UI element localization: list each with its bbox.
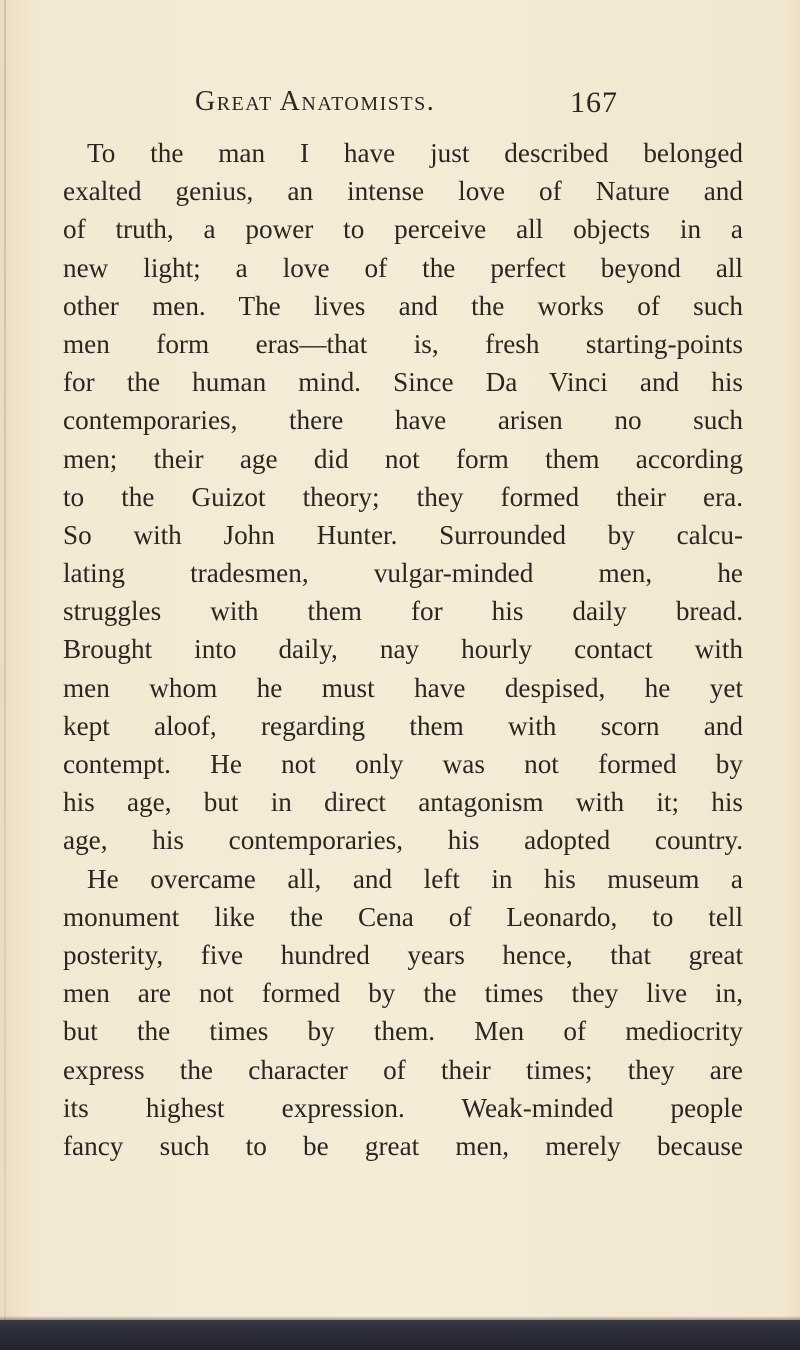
running-header [195, 86, 618, 122]
text-line: men; their age did not form them according [63, 443, 743, 474]
page-gutter-shadow [4, 0, 6, 1320]
text-line: for the human mind. Since Da Vinci and his [63, 367, 743, 398]
text-line: kept aloof, regarding them with scorn and [63, 710, 743, 741]
text-line: men whom he must have despised, he yet [63, 672, 743, 703]
text-line: of truth, a power to perceive all objects in a [63, 214, 743, 245]
text-line: his age, but in direct antagonism with it; his [63, 787, 743, 818]
text-line: posterity, five hundred years hence, that great [63, 939, 743, 970]
scan-bottom-edge [0, 1320, 800, 1350]
text-line: He overcame all, and left in his museum a [87, 863, 743, 894]
text-line: lating tradesmen, vulgar-minded men, he [63, 558, 743, 589]
running-title: Great Anatomists. [195, 86, 436, 117]
text-line: exalted genius, an intense love of Nature and [63, 176, 743, 207]
body-text [63, 134, 743, 1165]
text-line: To the man I have just described belonged [87, 138, 743, 168]
text-line: men are not formed by the times they live in, [63, 978, 743, 1009]
page-number: 167 [570, 86, 618, 119]
text-line: its highest expression. Weak-minded people [63, 1092, 743, 1123]
text-line: express the character of their times; they are [63, 1054, 743, 1085]
text-line: men form eras—that is, fresh starting-points [63, 328, 743, 359]
text-line: contemporaries, there have arisen no such [63, 405, 743, 436]
text-line: So with John Hunter. Surrounded by calcu- [63, 519, 743, 550]
text-line: fancy such to be great men, merely because [63, 1130, 743, 1161]
text-line: but the times by them. Men of mediocrity [63, 1016, 743, 1047]
text-line: contempt. He not only was not formed by [63, 749, 743, 779]
text-line: to the Guizot theory; they formed their era. [63, 481, 743, 512]
text-line: monument like the Cena of Leonardo, to tell [63, 901, 743, 932]
text-line: other men. The lives and the works of such [63, 290, 743, 321]
text-line: Brought into daily, nay hourly contact with [63, 634, 743, 665]
text-line: new light; a love of the perfect beyond all [63, 252, 743, 283]
text-line: struggles with them for his daily bread. [63, 596, 743, 627]
text-line: age, his contemporaries, his adopted country. [63, 825, 743, 856]
